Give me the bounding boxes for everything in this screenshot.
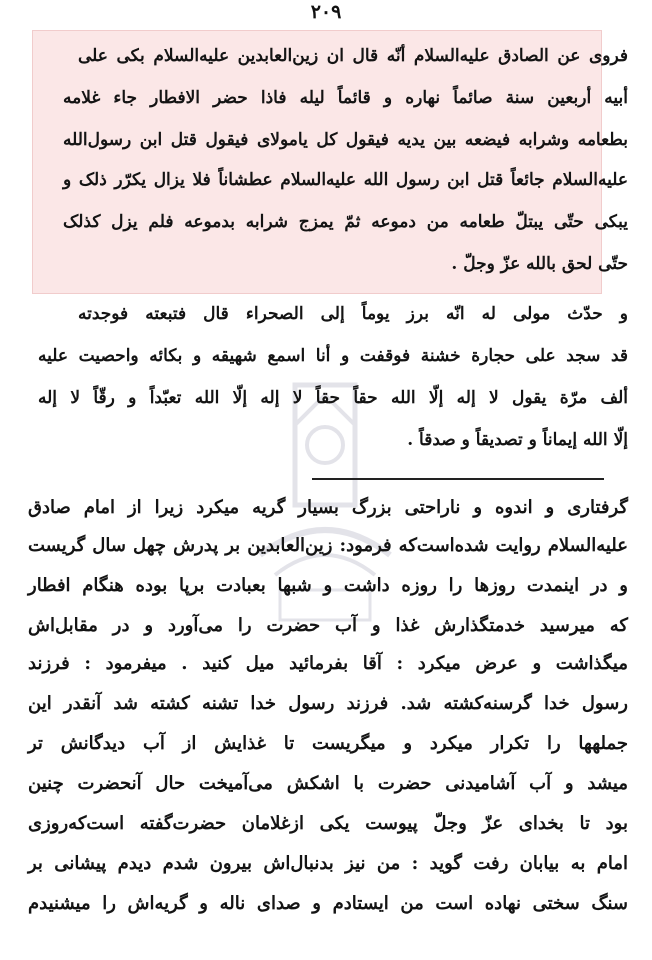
persian-line: جملهها را تکرار میکرد و میگریست تا غذایش از آب دیدگانش تر [28,733,628,754]
arabic-line: و حدّث مولی له انّه برز یوماً إلی الصحراء قال فتبعته فوجدته [78,304,628,324]
arabic-line: علیه‌السلام جائعاً قتل ابن رسول الله علیه‌السلام عطشاناً فلا یزال یکرّر ذلک و [63,170,628,190]
arabic-line: ألف مرّة یقول لا إله إلّا الله حقاً حقاً لا إله إلّا الله تعبّداً و رقّاً لا إله [38,388,628,408]
arabic-line: إلّا الله إیماناً و تصدیقاً و صدقاً . [407,430,628,450]
arabic-line: أبیه أربعین سنة صائماً نهاره و قائماً لیله فاذا حضر الافطار جاء غلامه [63,88,628,108]
arabic-line: بطعامه وشرابه فیضعه بین یدیه فیقول کل یامولای فیقول قتل ابن رسول‌الله [63,130,628,150]
persian-line: گرفتاری و اندوه و ناراحتی بزرگ بسیار گریه میکرد زیرا از امام صادق [28,497,628,518]
arabic-line: قد سجد علی حجارة خشنة فوقفت و أنا اسمع شهیقه و بکائه واحصیت علیه [38,346,628,366]
arabic-line: فروی عن الصادق علیه‌السلام أنّه قال ان زین‌العابدین علیه‌السلام بکی علی [78,46,628,66]
persian-line: میگذاشت و عرض میکرد : آقا بفرمائید میل کنید . میفرمود : فرزند [28,653,628,674]
persian-line: علیه‌السلام روایت شده‌است‌که فرمود: زین‌العابدین بر پدرش چهل سال گریست [28,535,628,556]
persian-line: بود تا بخدای عزّ وجلّ پیوست یکی ازغلامان حضرت‌گفته است‌که‌روزی [28,813,628,834]
persian-line: امام به بیابان رفت گوید : من نیز بدنبال‌اش بیرون شدم دیدم پیشانی بر [28,853,628,874]
persian-line: و در اینمدت روزها را روزه داشت و شبها بعبادت برپا بوده هنگام افطار [28,575,628,596]
persian-line: میشد و آب آشامیدنی حضرت با اشکش می‌آمیخت حال آنحضرت چنین [28,773,628,794]
page-number: ۲۰۹ [310,1,342,23]
persian-line: که میرسید خدمتگذارش غذا و آب حضرت را می‌آورد و در مقابل‌اش [28,615,628,636]
arabic-line: یبکی حتّی یبتلّ طعامه من دموعه ثمّ یمزج شرابه بدموعه فلم یزل کذلک [63,212,628,232]
persian-line: سنگ سختی نهاده است من ایستادم و صدای ناله و گریه‌اش را میشنیدم [28,893,628,914]
arabic-line: حتّی لحق بالله عزّ وجلّ . [451,254,628,274]
persian-line: رسول خدا گرسنه‌کشته شد. فرزند رسول خدا تشنه کشته شد آنقدر این [28,693,628,714]
section-divider [312,478,604,480]
